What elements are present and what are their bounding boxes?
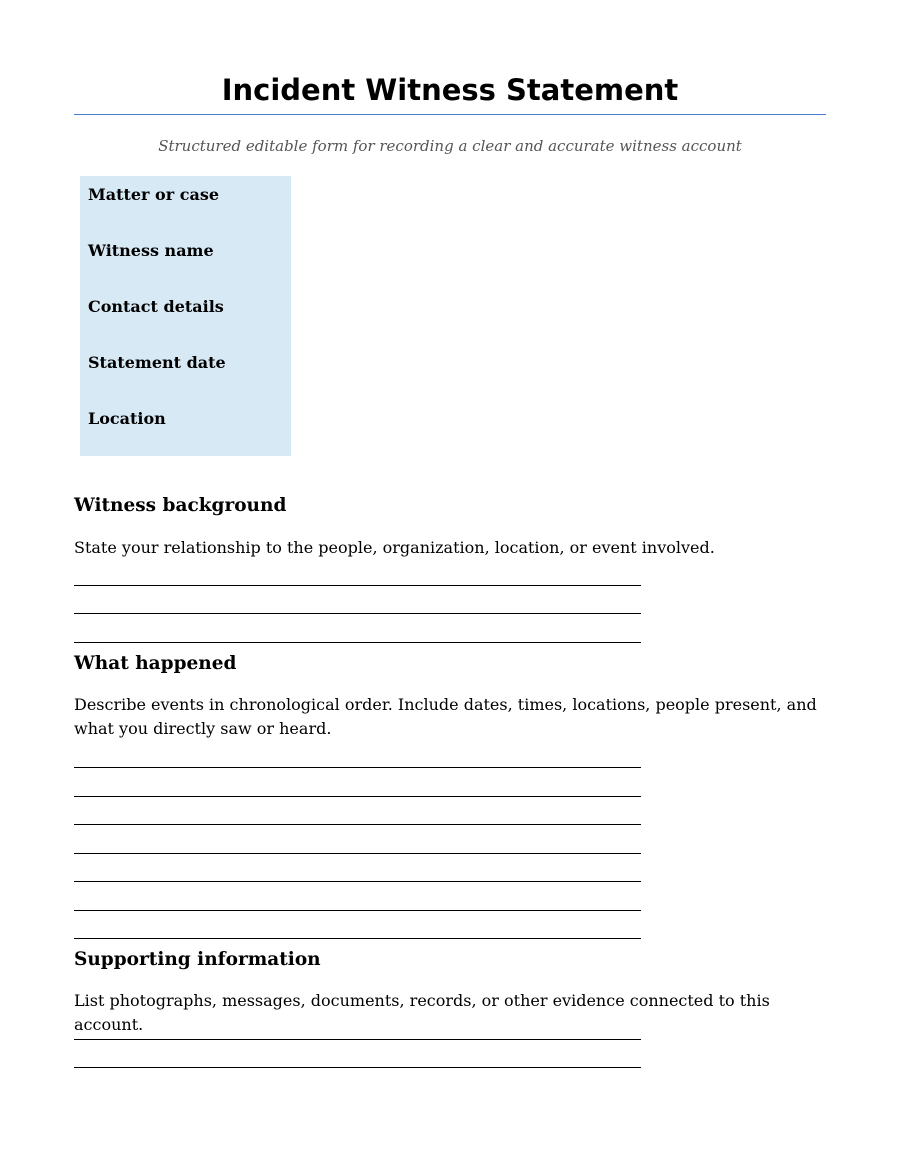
answer-line[interactable] [74, 938, 641, 939]
section-instruction-supporting-information: List photographs, messages, documents, records, or other evidence connected to this account. [74, 991, 770, 1034]
field-label-matter: Matter or case [88, 185, 220, 204]
field-label-location: Location [88, 409, 166, 428]
answer-line[interactable] [74, 853, 641, 854]
answer-line[interactable] [74, 881, 641, 882]
answer-line[interactable] [74, 642, 641, 643]
answer-line[interactable] [74, 1039, 641, 1040]
answer-line[interactable] [74, 613, 641, 614]
page-subtitle: Structured editable form for recording a clear and accurate witness account [158, 137, 742, 155]
section-heading-witness-background: Witness background [74, 495, 287, 516]
field-label-witness-name: Witness name [88, 241, 214, 260]
section-heading-what-happened: What happened [74, 653, 237, 674]
answer-line[interactable] [74, 767, 641, 768]
section-instruction-what-happened: Describe events in chronological order. Include dates, times, locations, people present, and what you directly saw or heard. [74, 695, 817, 738]
answer-line[interactable] [74, 796, 641, 797]
answer-line[interactable] [74, 824, 641, 825]
page-title: Incident Witness Statement [221, 73, 679, 107]
section-heading-supporting-information: Supporting information [74, 949, 321, 970]
field-label-statement-date: Statement date [88, 353, 226, 372]
answer-line[interactable] [74, 910, 641, 911]
title-divider [74, 114, 826, 115]
field-label-contact-details: Contact details [88, 297, 224, 316]
answer-line[interactable] [74, 1067, 641, 1068]
section-instruction-witness-background: State your relationship to the people, organization, location, or event involved. [74, 538, 715, 557]
answer-line[interactable] [74, 585, 641, 586]
details-panel [80, 176, 291, 456]
